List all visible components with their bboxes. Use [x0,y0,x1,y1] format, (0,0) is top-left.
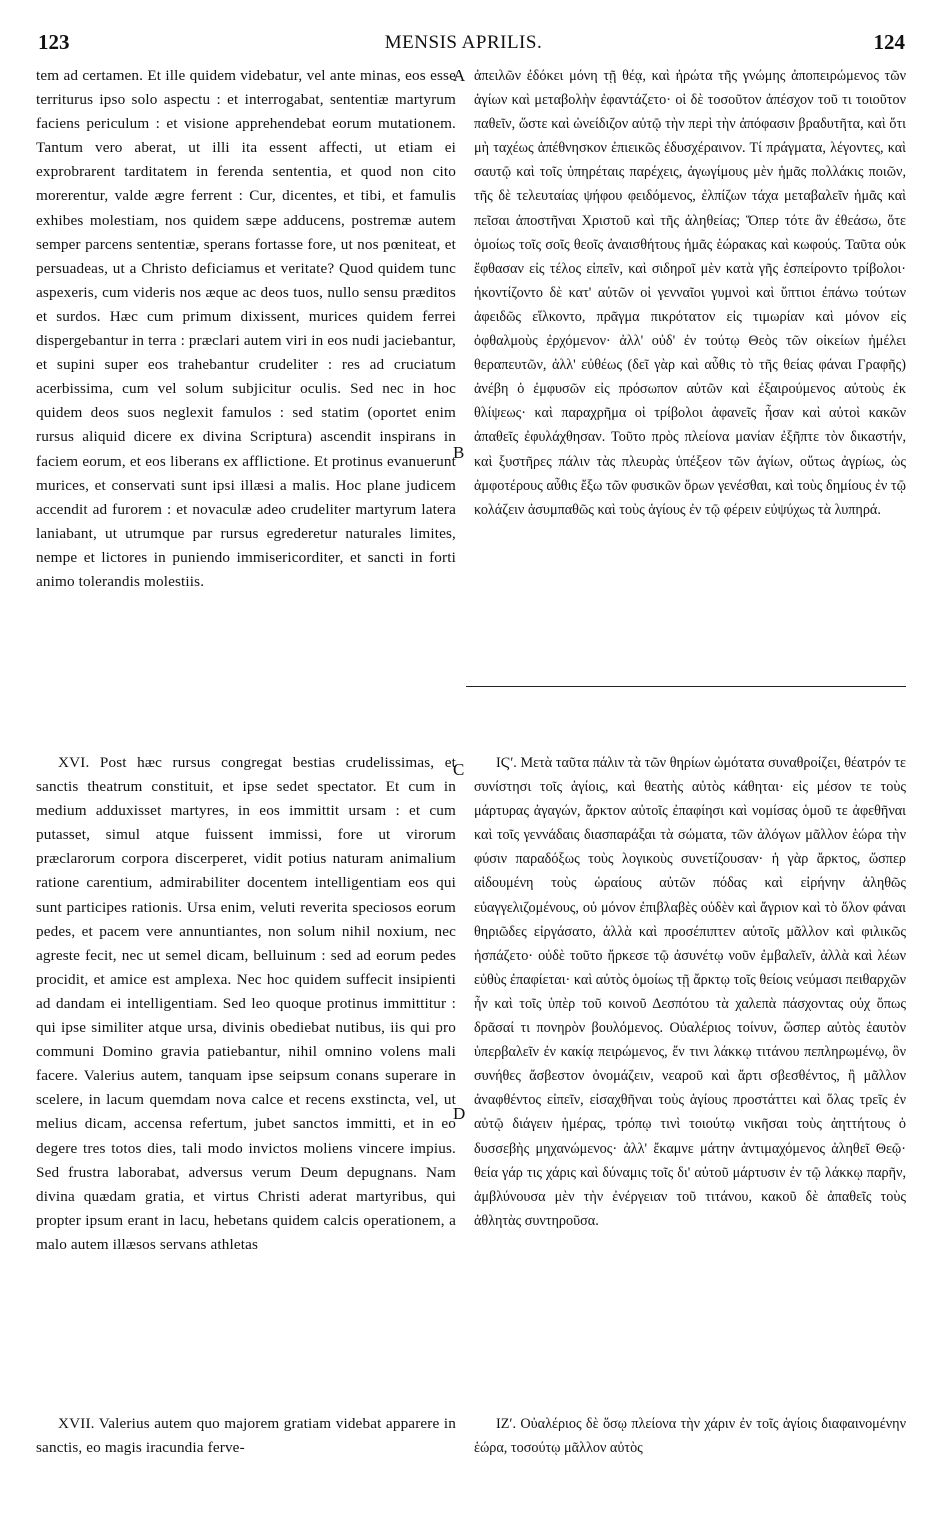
latin-paragraph-xvi: XVI. Post hæc rursus congregat bestias crudelissimas, et sanctis theatrum constituit, et ipse sedet spectator. Et cum in medium adduxisset martyres, in eos immittit ursam : et cum putasset, simul atque fuissent immissi, fore ut virorum præclarorum corpora discerperet, vidit potius naturam animalium ratione carentium, admirabiliter docentem intelligentiam eos qui sunt participes rationis. Ursa enim, veluti reverita speciosos eorum pedes, et pacem vere annuntiantes, non solum nihil noxium, nec agreste fecit, nec ut semel dicam, belluinum : sed ad eorum pedes procidit, et amice est amplexa. Nec hoc quidem suffecit insipienti ad dandam ei intelligentiam. Sed leo quoque protinus immittitur : qui ipse similiter atque ursa, divinis obediebat nutibus, iis qui pro communi Domino gravia patiebantur, nihil omnino volens mali facere. Valerius autem, tanquam ipse seipsum conans superare in scelere, in lacum quemdam nova calce et recens exstincta, vel, ut melius dicam, accensa refertum, jubet sanctos immitti, et in eo degere tres totos dies, tali modo invictos moliens vincere impius. Sed frustra laborabat, adversus verum Deum depugnans. Nam divina quædam gratia, et virtus Christi aderat martyribus, qui propter ipsum erant in lacu, hebetans quidem calcis operationem, a malo autem illæsos servans athletas [36,754,456,1253]
margin-letter-c: C [453,760,465,779]
page-number-right: 124 [873,30,905,54]
greek-column-top [474,64,906,522]
running-title: MENSIS APRILIS. [384,32,543,53]
greek-section-divider [466,686,906,687]
latin-section-xvi [36,751,456,1257]
greek-paragraph-continuation: ἀπειλῶν ἐδόκει μόνη τῇ θέᾳ, καὶ ἠρώτα τῆς γνώμης ἀποπειρώμενος τῶν ἁγίων καὶ μεταβολὴν ἐφαντάζετο· οἱ δὲ τοσοῦτον ἀπέσχον τοῦ τι τοιοῦτον παθεῖν, ὥστε καὶ ὠνείδιζον αὐτῷ τὴν περὶ τὴν ἀπόφασιν βραδυτῆτα, καὶ ὅτι μὴ ταχέως ἀπέθνησκον ἐπιεικῶς ἐδυσχέραινον. Τί πράγματα, λέγοντες, καὶ σαυτῷ καὶ τοῖς ὑπηρέταις παρέχεις, ἀγωγίμους μὲν ἡμᾶς πολλάκις ποιῶν, τῆς δὲ τελευταίας ψήφου φειδόμενος, ἐλπίζων τάχα μεταβαλεῖν ἡμᾶς καὶ πεῖσαι ἀποστῆναι Χριστοῦ καὶ τῆς ἀληθείας; Ὅπερ τότε ἂν ἐθεάσω, ὅτε ὁμοίως τοῖς σοῖς θεοῖς ἀναισθήτους ἡμᾶς ἑώρακας καὶ κωφούς. Ταῦτα οὐκ ἔφθασαν εἰς τέλος εἰπεῖν, καὶ σιδηροῖ μὲν κατὰ γῆς ἐσπείροντο τρίβολοι· ἠκοντίζοντο δὲ κατ' αὐτῶν οἱ γενναῖοι γυμνοὶ καὶ ὕπτιοι ἐπάνω τούτων ἀφειδῶς εἵλκοντο, πρᾶγμα πικρότατον εἰς τιμωρίαν καὶ μόνον εἰς ὀφθαλμοὺς ἐρχόμενον· ἀλλ' οὐδ' ἐν τούτῳ Θεὸς τῶν οἰκείων ἠμέλει θεραπευτῶν, ἀλλ' εὐθέως (δεῖ γὰρ καὶ αὖθις τὸ τῆς θείας φάναι Γραφῆς) ἀνέβη ὁ ἐμφυσῶν εἰς πρόσωπον αὐτῶν καὶ ἐξαιρούμενος αὐτοὺς ἐκ θλίψεως· καὶ παραχρῆμα οἱ τρίβολοι ἀφανεῖς ἦσαν καὶ αὐτοὶ κακῶν ἀπαθεῖς ἐφυλάχθησαν. Τοῦτο πρὸς πλείονα μανίαν ἐξῆπτε τὸν δικαστήν, καὶ ξυστῆρες πάλιν τὰς πλευρὰς ὑπέξεον τῶν ἁγίων, οὕτως ἀγρίως, ὡς ἀμφοτέρους αὖθις ἔξω τῶν φυσικῶν ὅρων γενέσθαι, καὶ τοὺς δημίους ἐν τῷ κολάζειν ἀσυμπαθῶς καὶ τοὺς ἁγίους ἐν τῷ φέρειν εὐψύχως τὰ λυπηρά. [474,68,906,518]
margin-letter-d: D [453,1104,466,1123]
greek-section-17 [474,1412,906,1460]
page-number-left: 123 [38,30,70,54]
greek-paragraph-17: ΙΖʹ. Οὐαλέριος δὲ ὅσῳ πλείονα τὴν χάριν ἐν τοῖς ἁγίοις διαφαινομένην ἑώρα, τοσούτῳ μᾶλλον αὐτὸς [474,1416,906,1457]
margin-letter-b: B [453,443,465,462]
latin-paragraph-continuation: tem ad certamen. Et ille quidem videbatur, vel ante minas, eos esse territurus ipso solo aspectu : et interrogabat, sententiæ martyrum faciens periculum : et visione apprehendebat eorum mutationem. Tantum vero aberat, ut illi ita essent affecti, ut etiam ei exprobrarent tarditatem in ferenda sententia, et quod non cito morerentur, valde ægre ferrent : Cur, dicentes, et tibi, et famulis exhibes molestiam, nos quidem sæpe adducens, postremæ autem semper parcens sententiæ, sperans fortasse fore, ut nos pœniteat, et persuadeas, ut a Christo deficiamus et veritate? Quod quidem tunc aspexeris, cum videris nos æque ac deos tuos, nullo sensu præditos et surdos. Hæc cum primum dixissent, murices quidem ferrei dispergebantur in terra : præclari autem viri in eos nudi jaciebantur, et supini super eos trahebantur crudeliter : res ad cruciatum acerbissima, cum vel solum subjicitur oculis. Sed nec in hoc quidem deos suos neglexit famulos : sed statim (oportet enim rursus aliquid dicere ex divina Scriptura) ascendit inspirans in faciem eorum, et eos liberans ex afflictione. Et protinus evanuerunt murices, et conservati sunt ipsi illæsi a malis. Hoc plane judicem accendit ad furorem : et novaculæ adeo crudeliter martyrum latera laniabant, ut utrumque par rursus egrederetur naturales limites, nempe et lictores in puniendo immisericorditer, et sancti in forti animo tolerandis molestiis. [36,67,456,590]
latin-paragraph-xvii: XVII. Valerius autem quo majorem gratiam videbat apparere in sanctis, eo magis iracundia ferve- [36,1415,456,1457]
greek-section-16 [474,751,906,1233]
latin-section-xvii [36,1412,456,1460]
latin-column-top [36,64,456,594]
margin-letter-a: A [453,66,466,85]
greek-paragraph-16: ΙϚʹ. Μετὰ ταῦτα πάλιν τὰ τῶν θηρίων ὠμότατα συναθροίζει, θέατρόν τε συνίστησι τοῖς ἁγίοις, καὶ θεατὴς αὐτὸς κάθηται· εἰς μέσον τε τοὺς μάρτυρας ἀγαγών, ἄρκτον αὐτοῖς ἐπαφίησι καὶ νομίσας ὁμοῦ τε ἀφεθῆναι καὶ τοῖς γεννάδαις διασπαράξαι τὰ σώματα, τῶν ἀλόγων μᾶλλον ἑώρα τὴν φύσιν παραδόξως τοὺς λογικοὺς συνετίζουσαν· ἡ γὰρ ἄρκτος, ὥσπερ αἰδουμένη τοὺς ὡραίους αὐτῶν πόδας καὶ εἰρήνην ἀληθῶς εὐαγγελιζομένους, οὐ μόνον ἐπιβλαβὲς οὐδὲν καὶ ἄγριον καὶ τὸ ὅλον φάναι θηριῶδες εἰργάσατο, ἀλλὰ καὶ προσέπιπτεν αὐτοῖς μᾶλλον καὶ φιλικῶς ἠσπάζετο· οὐδὲ τοῦτο ἤρκεσε τῷ ἀσυνέτῳ νοῦν ἐμβαλεῖν, ἀλλὰ καὶ λέων εὐθὺς ἐπαφίεται· καὶ αὐτὸς ὁμοίως τῇ ἄρκτῳ τοῖς θείοις νεύμασι πειθαρχῶν ἦν καὶ τοῖς ὑπὲρ τοῦ κοινοῦ Δεσπότου τὰ χαλεπὰ πάσχοντας οὐχ ὅπως δρᾶσαί τι πονηρὸν βουλόμενος. Οὐαλέριος τοίνυν, ὥσπερ αὐτὸς ἑαυτὸν ὑπερβαλεῖν ἐν κακίᾳ πειρώμενος, ἔν τινι λάκκῳ τιτάνου πεπληρωμένῳ, ὃν συνήθες ἄσβεστον ὀνομάζειν, νεαροῦ καὶ ἄρτι σβεσθέντος, ἢ μᾶλλον ἀναφθέντος εἰπεῖν, εἰσαχθῆναι τοὺς ἁγίους προστάττει καὶ ὅλας τρεῖς ἐν αὐτῷ διάγειν ἡμέρας, τρόπῳ τινὶ τοιούτῳ νικῆσαι τοὺς ἀηττήτους ὁ δυσσεβὴς μηχανώμενος· ἀλλ' ἔκαμνε μάτην ἀντιμαχόμενος ἀληθεῖ Θεῷ· θεία γάρ τις χάρις καὶ δύναμις τοῖς δι' αὐτοῦ μάρτυσιν ἐν τῷ λάκκῳ παρῆν, ἀμβλύνουσα μὲν τὴν ἐνέργειαν τοῦ τιτάνου, κακοῦ δὲ ἀπαθεῖς τοὺς ἀθλητὰς συντηροῦσα. [474,755,906,1229]
page-header [0,30,927,60]
